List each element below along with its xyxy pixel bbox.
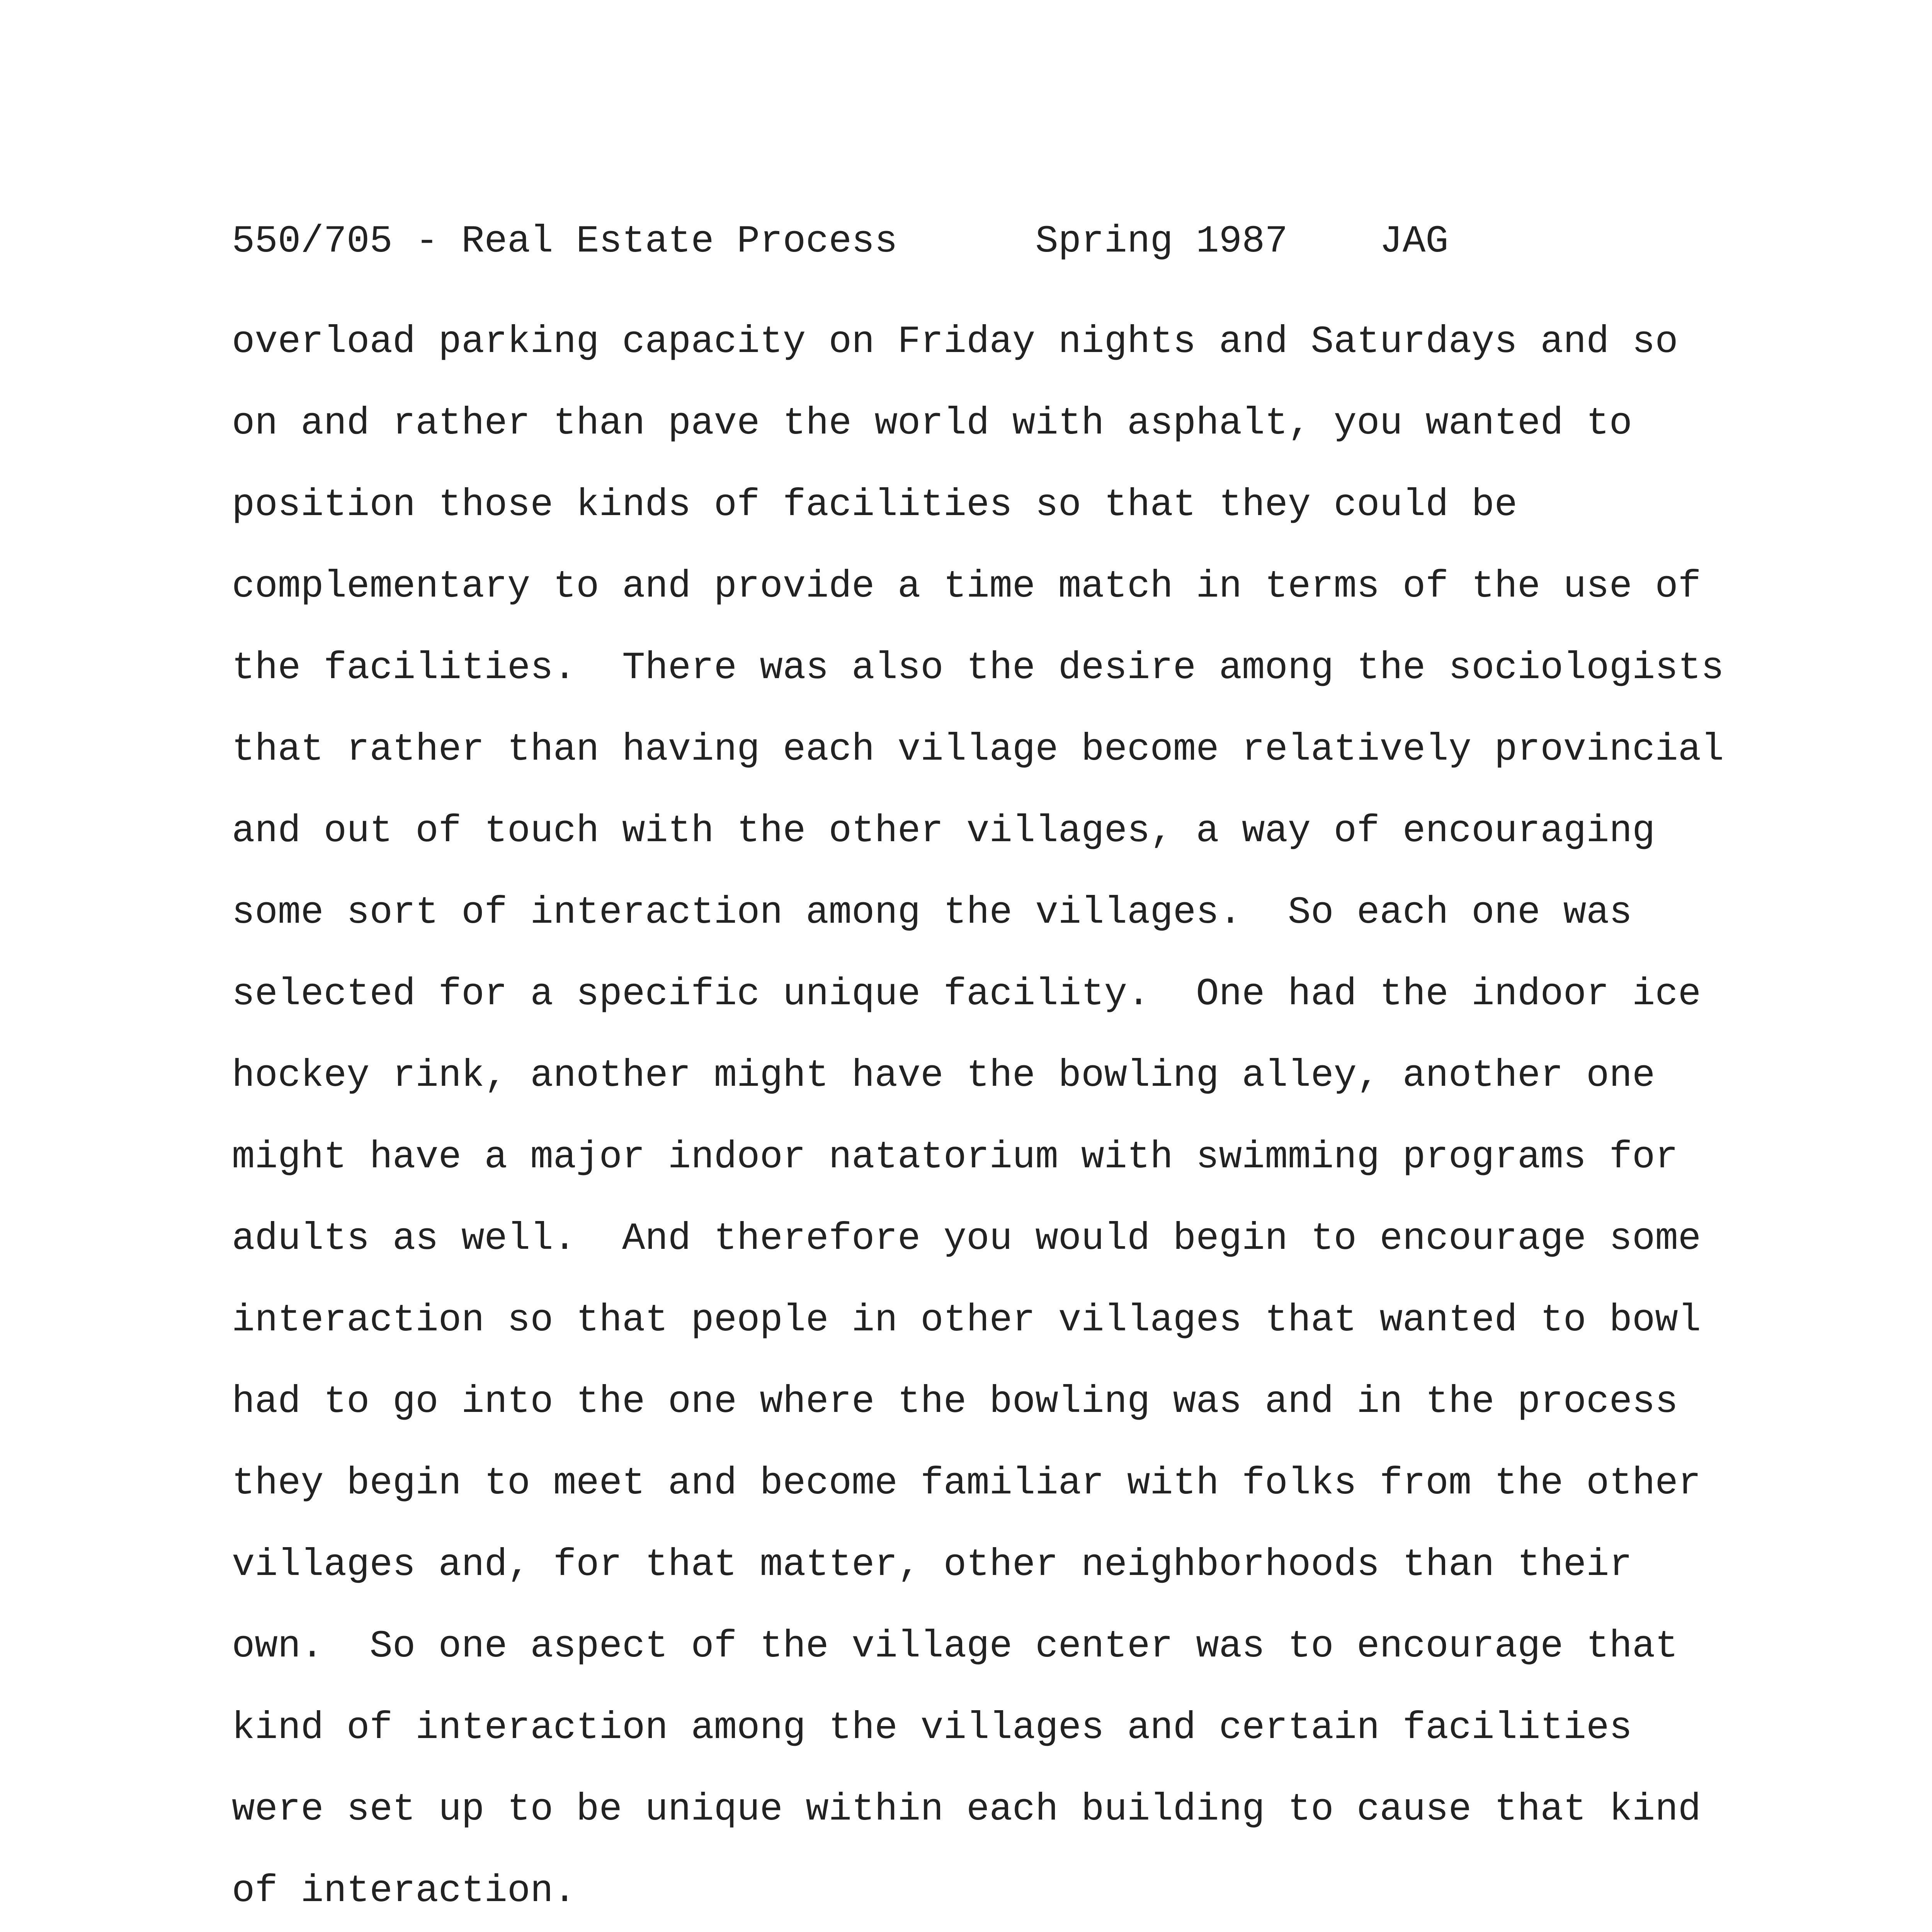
- text-line: position those kinds of facilities so that they could be: [232, 483, 1517, 527]
- text-line: were set up to be unique within each building to cause that kind: [232, 1788, 1701, 1831]
- text-line: the facilities. There was also the desire among the sociologists: [232, 646, 1724, 690]
- text-line: of interaction.: [232, 1869, 577, 1913]
- text-line: and out of touch with the other villages, a way of encouraging: [232, 810, 1655, 853]
- text-line: own. So one aspect of the village center was to encourage that: [232, 1625, 1678, 1668]
- text-line: kind of interaction among the villages and certain facilities: [232, 1706, 1632, 1750]
- text-line: adults as well. And therefore you would begin to encourage some: [232, 1217, 1701, 1260]
- page-header: 550/705 - Real Estate Process Spring 1987 JAG: [232, 220, 1449, 263]
- text-line: interaction so that people in other villages that wanted to bowl: [232, 1299, 1701, 1342]
- text-line: they begin to meet and become familiar with folks from the other: [232, 1462, 1701, 1505]
- text-line: might have a major indoor natatorium with swimming programs for: [232, 1136, 1678, 1179]
- text-line: had to go into the one where the bowling was and in the process: [232, 1380, 1678, 1423]
- text-line: selected for a specific unique facility. One had the indoor ice: [232, 973, 1701, 1016]
- text-line: hockey rink, another might have the bowling alley, another one: [232, 1054, 1655, 1097]
- text-line: villages and, for that matter, other neighborhoods than their: [232, 1543, 1632, 1587]
- text-line: overload parking capacity on Friday nights and Saturdays and so: [232, 320, 1678, 364]
- text-line: some sort of interaction among the villages. So each one was: [232, 891, 1632, 934]
- transcript-body: [232, 301, 1777, 1932]
- text-line: complementary to and provide a time match in terms of the use of: [232, 565, 1701, 608]
- text-line: that rather than having each village become relatively provincial: [232, 728, 1724, 771]
- text-line: on and rather than pave the world with asphalt, you wanted to: [232, 402, 1632, 445]
